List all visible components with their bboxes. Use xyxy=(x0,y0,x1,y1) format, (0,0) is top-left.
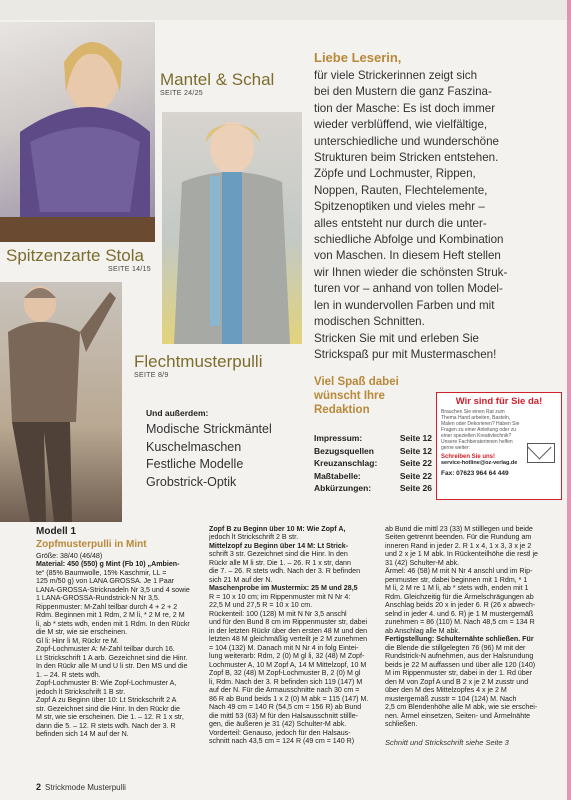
toc-page: Seite 22 xyxy=(399,458,432,468)
instruction-line: Zopf B, 32 (48) M Zopf-Lochmuster B, 2 (0) M gl xyxy=(209,669,361,678)
also-item: Kuschelmaschen xyxy=(146,439,242,454)
instruction-line: Zopf-Lochmuster B: Wie Zopf-Lochmuster A, xyxy=(36,679,177,688)
instruction-line: Zopf A zu Beginn über 10: Lt Strickschrift 2 A xyxy=(36,696,177,705)
page-edge-stripe xyxy=(567,0,571,800)
intro-line: wir Ihnen wieder die schönsten Struk- xyxy=(314,265,508,279)
instruction-line: Rundstrick-N aufnehmen, aus der Halsrundung xyxy=(385,652,534,661)
help-box xyxy=(436,392,562,500)
instruction-line: inneren Rand in jeder 2. R 1 x 4, 1 x 3, 3 x je 2 xyxy=(385,541,532,550)
also-item: Modische Strickmäntel xyxy=(146,422,272,436)
intro-line: schiedliche Abfolge und Kombination xyxy=(314,233,504,247)
instruction-line: li, ab * stets wdh, enden mit 1 Rdm. In den Rückr xyxy=(36,619,190,628)
envelope-icon xyxy=(527,443,555,463)
toc-row xyxy=(314,470,432,483)
instruction-line: Lt Strickschrift 1 A arb. Gezeichnet sind die Hinr. xyxy=(36,653,188,662)
caption-page: SEITE 8/9 xyxy=(134,372,169,379)
also-item: Grobstrick-Optik xyxy=(146,474,237,489)
instruction-line: = 104 (132) M. Danach mit N Nr 4 in folg Eintei- xyxy=(209,643,359,652)
instruction-line: M im Rippenmuster str, dabei in der 1. Rd über xyxy=(385,669,533,678)
toc-page: Seite 22 xyxy=(399,470,432,481)
intro-line: tion der Masche: Es ist doch immer xyxy=(314,101,496,115)
instruction-line: den M von Zopf A und B 2 x je 2 M zusstr und xyxy=(385,677,529,686)
instruction-line: schließen. xyxy=(385,720,418,729)
instruction-line: jedoch lt Strickschrift 1 B str. xyxy=(36,687,126,696)
intro-line: turen vor – anhand von tollen Model- xyxy=(314,282,503,296)
instruction-line: lung weiterarb: Rdm, 2 (0) M gl li, 32 (48) M Zopf- xyxy=(209,652,365,661)
instruction-line: Rdm. Gleichzeitig für die Ärmelschrägungen ab xyxy=(385,592,534,601)
caption-title: Flechtmusterpulli xyxy=(134,352,263,371)
instruction-line: gen, die äußeren je 31 (42) Schulter-M abk. xyxy=(209,720,347,729)
instruction-line: die 7. – 26. R stets wdh. Nach der 3. R befinden xyxy=(209,567,361,576)
instruction-line: Mittelzopf zu Beginn über 14 M: Lt Strick- xyxy=(209,541,349,550)
instruction-line: Rückenteil: 100 (128) M mit N Nr 3,5 anschl xyxy=(209,609,347,618)
instruction-line: 22,5 M und 27,5 R = 10 x 10 cm. xyxy=(209,601,313,610)
instruction-line: Rückr alle M li str. Die 1. – 26. R 1 x str, dann xyxy=(209,558,351,567)
toc-row xyxy=(314,482,432,495)
instruction-line: zunehmen = 86 (110) M. Nach 48,5 cm = 134 R xyxy=(385,618,535,627)
instruction-line: Gl li: Hinr li M, Rückr re M. xyxy=(36,636,119,645)
instruction-line: über den M des Mittelzopfes 4 x je 2 M xyxy=(385,686,507,695)
toc-label: Maßtabelle: xyxy=(314,470,361,481)
toc-label: Bezugsquellen xyxy=(314,445,374,456)
instruction-line: dann die 5. – 12. R stets wdh. Nach der 3. R xyxy=(36,721,176,730)
instruction-line: li, Rdm. Nach der 3. R befinden sich 119 (147) M xyxy=(209,677,363,686)
intro-line: Spitzenoptiken und vieles mehr – xyxy=(314,200,485,214)
instruction-line: Lochmuster A, 10 M Zopf A, 14 M Mittelzopf, 10 M xyxy=(209,660,367,669)
instruction-line: 86 R ab Bund beids 1 x 2 (0) M abk = 115 (147) M. xyxy=(209,694,369,703)
instruction-line: Zopf B zu Beginn über 10 M: Wie Zopf A, xyxy=(209,525,346,533)
instruction-line: mustergemäß zusstr = 104 (124) M. Nach xyxy=(385,694,517,703)
photo-mantel xyxy=(162,112,302,344)
instructions-column-2 xyxy=(209,525,379,746)
intro-line: bei den Mustern die ganz Faszina- xyxy=(314,85,492,99)
instruction-line: Fertigstellung: Schulternähte schließen. Für xyxy=(385,635,534,644)
photo-stola xyxy=(0,22,155,242)
caption-flechtmuster xyxy=(134,352,263,379)
closing-line: Viel Spaß dabei xyxy=(314,376,399,388)
closing-signature xyxy=(314,375,399,417)
instruction-line: te“ (85% Baumwolle, 15% Kaschmir, LL = xyxy=(36,568,167,577)
intro-line: wieder verblüffend, wie vielfältige, xyxy=(314,118,488,132)
instruction-line: M li, 2 M re 1 M li, ab * stets wdh, enden mit 1 xyxy=(385,584,529,593)
instruction-line: 2,5 cm Blendenhöhe alle M abk, wie sie erschei- xyxy=(385,703,538,712)
instruction-line: LANA-GROSSA-Stricknadeln Nr 3,5 und 4 sowie xyxy=(36,585,190,594)
instructions-column-3 xyxy=(385,525,563,729)
instruction-line: Anschlag beids 20 x in jeder 6. R (26 x abwech- xyxy=(385,601,536,610)
toc-page: Seite 12 xyxy=(399,445,432,456)
intro-line: für viele Strickerinnen zeigt sich xyxy=(314,69,478,82)
instruction-line: Zopfmusterpulli in Mint xyxy=(36,539,147,550)
help-cta: Schreiben Sie uns! xyxy=(441,454,496,460)
instruction-line: die mittl 53 (63) M für den Halsausschnitt stillle- xyxy=(209,711,359,720)
toc-row xyxy=(314,432,432,445)
intro-line: Noppen, Rauten, Flechtelemente, xyxy=(314,183,488,197)
intro-line: alles entsteht nur durch die unter- xyxy=(314,216,487,230)
instruction-line: Zopf-Lochmuster A: M-Zahl teilbar durch 16. xyxy=(36,645,175,654)
also-heading: Und außerdem: xyxy=(146,408,209,418)
instruction-line: Seiten getrennt beenden. Für die Rundung am xyxy=(385,533,532,542)
instruction-line: in der letzten Rückr über den ersten 48 M und den xyxy=(209,626,368,635)
intro-heading: Liebe Leserin, xyxy=(314,50,402,65)
instruction-line: 1. – 24. R stets wdh. xyxy=(36,670,101,679)
intro-line: modischen Schnitten. xyxy=(314,315,425,329)
instruction-line: sich 21 M auf der N. xyxy=(209,575,273,584)
instruction-line: penmuster str, dabei beginnen mit 1 Rdm, * 1 xyxy=(385,575,528,584)
intro-line: Strickspaß pur mit Mustermaschen! xyxy=(314,347,497,361)
instruction-line: 31 (42) Schulter-M abk. xyxy=(385,558,460,567)
help-fax: Fax: 07623 964 64 449 xyxy=(441,470,509,477)
instruction-line: Größe: 38/40 (46/48) xyxy=(36,552,103,560)
intro-line: Strukturen beim Stricken entstehen. xyxy=(314,151,499,165)
caption-page: SEITE 14/15 xyxy=(108,266,151,273)
toc-row xyxy=(314,445,432,458)
instructions-column-1 xyxy=(36,525,204,739)
instruction-line: ab Bund die mittl 23 (33) M stilllegen und beide xyxy=(385,525,533,533)
intro-line: len in wundervollen Farben und mit xyxy=(314,298,495,312)
closing-line: Redaktion xyxy=(314,404,370,416)
help-email: service-hotline@oz-verlag.de xyxy=(441,460,518,466)
photo-flechtmuster xyxy=(0,282,122,522)
toc-label: Impressum: xyxy=(314,433,363,443)
instruction-line: Ärmel: 46 (58) M mit N Nr 4 anschl und im Rip- xyxy=(385,567,533,576)
instruction-line: die M str, wie sie erscheinen. xyxy=(36,628,128,637)
instruction-line: Modell 1 xyxy=(36,526,77,537)
instruction-line: Vorderteil: Genauso, jedoch für den Halsaus- xyxy=(209,728,351,737)
instruction-line: 125 m/50 g) von LANA GROSSA. Je 1 Paar xyxy=(36,577,175,586)
help-body: Brauchen Sie einen Rat zum Thema Hand arbeiten, Basteln, Malen oder Dekorieren? Haben Sie Fragen zu einer Anleitung oder zu einer speziellen Kreativtechnik? Unsere Fachberaterinnen helfen gerne weiter: xyxy=(441,409,520,451)
instruction-line: R = 10 x 10 cm; im Rippenmuster mit N Nr 4: xyxy=(209,592,351,601)
footnote: Schnitt und Strickschrift siehe Seite 3 xyxy=(385,738,509,747)
instruction-line: befinden sich 14 M auf der N. xyxy=(36,730,129,739)
intro-line: von Maschen. In diesem Heft stellen xyxy=(314,249,501,263)
instruction-line: Nach 49 cm = 140 R (54,5 cm = 156 R) ab Bund xyxy=(209,703,362,712)
instruction-line: 1 LANA-GROSSA-Rundstrick-N Nr 3,5. xyxy=(36,594,160,603)
instruction-line: In den Rückr alle M und U li str. Den MS und die xyxy=(36,662,188,671)
toc-label: Abkürzungen: xyxy=(314,483,372,493)
intro-line: Stricken Sie mit und erleben Sie xyxy=(314,331,479,345)
page-number: 2 xyxy=(36,782,42,792)
instruction-line: schrift 3 str. Gezeichnet sind die Hinr. In den xyxy=(209,550,348,559)
instruction-line: letzten 48 M gleichmäßig verteilt je 2 M zunehmen xyxy=(209,635,368,644)
instruction-line: M str, wie sie erscheinen. Die 1. – 12. R 1 x str, xyxy=(36,713,184,722)
instruction-line: str. Gezeichnet sind die Hinr. In den Rückr die xyxy=(36,704,180,713)
instruction-line: Rdm. Beginnen mit 1 Rdm, 2 M li, * 2 M re, 2 M xyxy=(36,611,185,620)
instruction-line: Rippenmuster: M-Zahl teilbar durch 4 + 2 + 2 xyxy=(36,602,178,611)
instruction-line: die Blende die stillgelegten 76 (96) M mit der xyxy=(385,643,526,652)
caption-title: Mantel & Schal xyxy=(160,70,275,89)
instruction-line: auf der N. Für die Armausschnitte nach 30 cm = xyxy=(209,686,360,695)
toc-page: Seite 12 xyxy=(399,433,432,443)
caption-stola xyxy=(6,246,151,273)
instruction-line: ab Anschlag alle M abk. xyxy=(385,626,460,635)
instruction-line: nen. Ärmel einsetzen, Seiten- und Ärmelnähte xyxy=(385,711,531,720)
instruction-line: und für den Bund 8 cm im Rippenmuster str, dabei xyxy=(209,618,368,627)
instruction-line: beids je 22 M auffassen und über alle 120 (140) xyxy=(385,660,536,669)
folio-label: Strickmode Musterpulli xyxy=(45,783,126,792)
instruction-line: Maschenprobe im Mustermix: 25 M und 28,5 xyxy=(209,584,358,593)
toc-page: Seite 26 xyxy=(399,483,432,493)
intro-line: unterschiedliche und wunderschöne xyxy=(314,134,499,148)
instruction-line: schnitt nach 43,5 cm = 124 R (49 cm = 140 R) xyxy=(209,737,355,746)
toc-row xyxy=(314,457,432,470)
also-list xyxy=(146,421,272,491)
closing-line: wünscht Ihre xyxy=(314,390,385,402)
toc-label: Kreuzanschlag: xyxy=(314,458,378,468)
also-item: Festliche Modelle xyxy=(146,457,244,471)
folio xyxy=(36,782,126,792)
intro-text xyxy=(314,68,566,363)
caption-mantel xyxy=(160,70,274,97)
caption-title: Spitzenzarte Stola xyxy=(6,246,144,265)
instruction-line: Material: 450 (550) g Mint (Fb 10) „Ambien- xyxy=(36,560,180,569)
instruction-line: selnd in jeder 4. und 6. R) je 1 M mustergemäß xyxy=(385,609,534,618)
instruction-line: und 2 x je 1 M abk. In Rückenteilhöhe die restl je xyxy=(385,550,538,559)
intro-line: Zöpfe und Lochmuster, Rippen, xyxy=(314,167,476,181)
scan-top-edge xyxy=(0,0,571,20)
caption-page: SEITE 24/25 xyxy=(160,90,203,97)
help-title: Wir sind für Sie da! xyxy=(455,396,543,407)
instruction-line: jedoch lt Strickschrift 2 B str. xyxy=(209,533,299,542)
toc xyxy=(314,432,432,495)
